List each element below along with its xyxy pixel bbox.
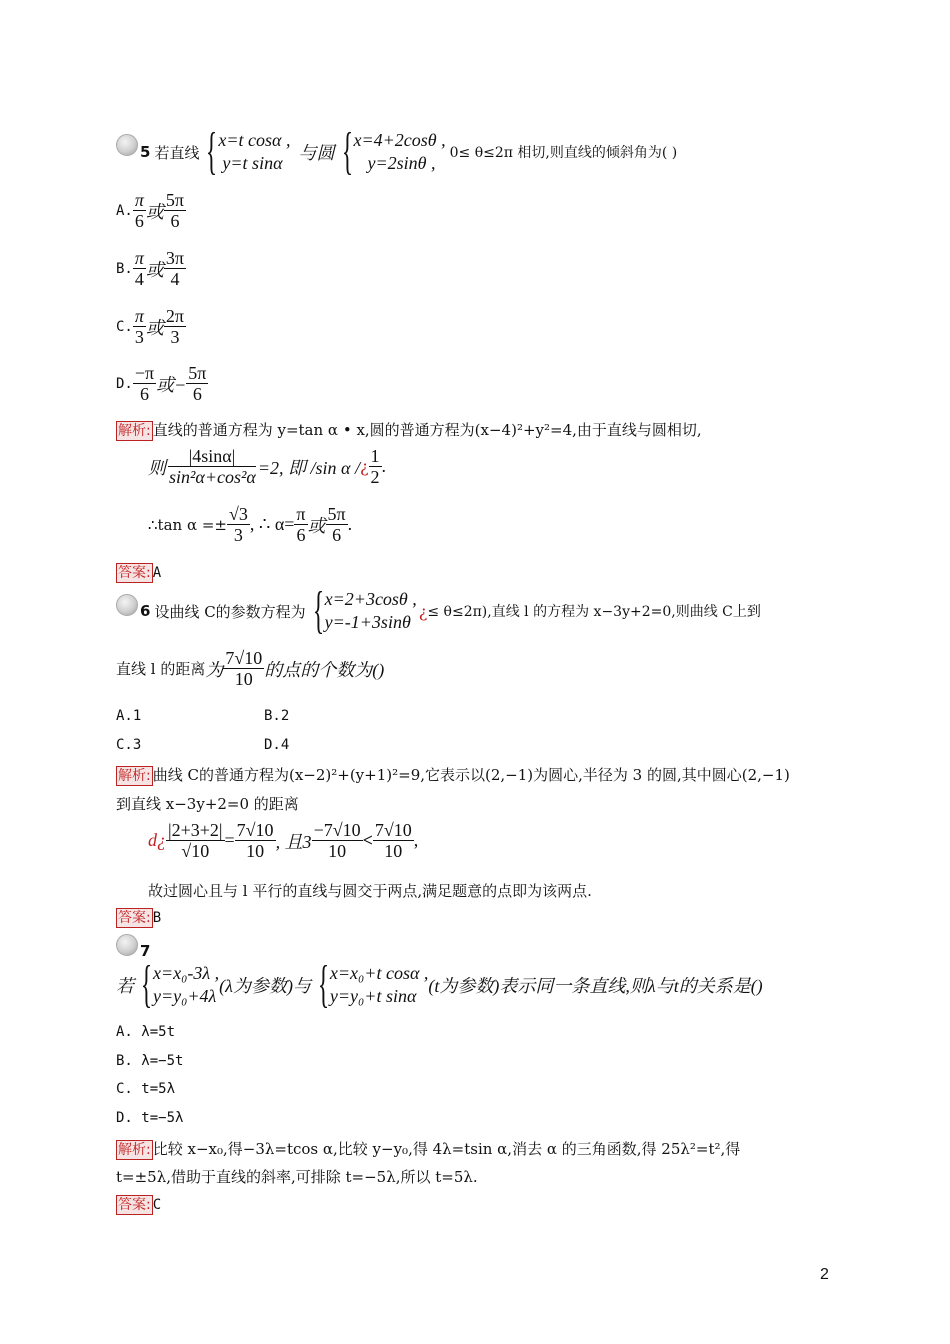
option-or: 或 xyxy=(145,259,164,280)
option-c: C. t=5λ xyxy=(116,1081,176,1097)
brace: { xyxy=(312,582,324,639)
answer-label: 答案: xyxy=(118,565,151,581)
fraction-numerator: |4sinα| xyxy=(188,446,236,466)
system-line: y=t sinα xyxy=(222,153,283,173)
fraction-denominator: 6 xyxy=(139,384,149,404)
fraction-denominator: 2 xyxy=(370,467,380,487)
option-c: C.3 xyxy=(116,737,142,753)
formula-text: 或 xyxy=(307,515,326,536)
question-number: 5 xyxy=(140,143,151,161)
fraction-numerator: π xyxy=(296,504,306,524)
analysis-label: 解析: xyxy=(118,423,151,439)
stem-text: 直线 l 的距离 xyxy=(116,660,206,678)
fraction-denominator: 4 xyxy=(134,269,144,289)
stem-text: 若直线 xyxy=(154,143,200,162)
fraction-numerator: 7√10 xyxy=(236,820,274,840)
formula-text: < xyxy=(362,830,373,850)
analysis-line: 到直线 x−3y+2=0 的距离 xyxy=(116,795,299,813)
fraction-denominator: 3 xyxy=(134,327,144,347)
fraction-numerator: π xyxy=(134,306,144,326)
fraction-numerator: 5π xyxy=(165,190,184,210)
option-d: D. t=−5λ xyxy=(116,1110,184,1126)
formula-text: = xyxy=(224,830,235,850)
answer-value: A xyxy=(152,565,162,581)
option-or: 或− xyxy=(156,374,187,395)
option-letter: A. xyxy=(116,202,133,219)
stem-text: 为 xyxy=(205,659,224,680)
analysis-line xyxy=(116,764,790,786)
stem-text: ≤ θ≤2π),直线 l 的方程为 x−3y+2=0,则曲线 C上到 xyxy=(427,604,761,620)
answer-label: 答案: xyxy=(118,1197,151,1213)
glyph: ¿ xyxy=(359,457,369,476)
question-7-stem xyxy=(116,958,763,1012)
glyph: ¿ xyxy=(418,601,428,621)
answer-line xyxy=(116,908,161,928)
formula-text: ∴tan α =± xyxy=(148,515,227,534)
option-b xyxy=(116,248,186,289)
fraction-numerator: π xyxy=(134,248,144,268)
option-or: 或 xyxy=(145,201,164,222)
fraction-numerator: 7√10 xyxy=(225,648,263,668)
formula-text: d¿ xyxy=(148,830,166,850)
formula-text: , xyxy=(413,830,419,850)
analysis-formula xyxy=(148,820,418,861)
option-c xyxy=(116,306,186,347)
answer-label: 答案: xyxy=(118,910,151,926)
formula-text: . xyxy=(381,456,387,476)
stem-text: 的点的个数为() xyxy=(264,659,385,680)
stem-text: 0≤ θ≤2π 相切,则直线的倾斜角为( ) xyxy=(449,145,678,161)
fraction-denominator: 6 xyxy=(192,384,202,404)
formula-text: 则 xyxy=(148,457,166,478)
page-number: 2 xyxy=(820,1266,829,1283)
brace: { xyxy=(317,956,330,1013)
fraction-denominator: 10 xyxy=(384,841,403,861)
fraction-denominator: 3 xyxy=(233,525,243,545)
option-d: D.4 xyxy=(264,737,290,753)
brace: { xyxy=(341,123,353,180)
formula-text: . xyxy=(347,514,353,534)
question-bullet-icon xyxy=(116,134,138,156)
stem-text: 若 xyxy=(116,976,134,996)
formula-text: , 且3 xyxy=(275,831,312,852)
question-5-stem xyxy=(140,124,677,180)
question-6-line2 xyxy=(116,648,384,689)
fraction-denominator: √10 xyxy=(181,841,210,861)
fraction-numerator: π xyxy=(134,190,144,210)
option-letter: B. xyxy=(116,260,133,277)
brace: { xyxy=(140,956,153,1013)
answer-value: C xyxy=(152,1197,162,1213)
fraction-numerator: 1 xyxy=(370,446,380,466)
question-number: 6 xyxy=(140,602,151,620)
fraction-numerator: |2+3+2| xyxy=(168,820,223,840)
analysis-label: 解析: xyxy=(118,1142,151,1158)
stem-text: 与 xyxy=(292,976,311,996)
answer-value: B xyxy=(152,910,162,926)
analysis-line xyxy=(116,419,702,441)
option-letter: D. xyxy=(116,375,133,392)
analysis-line xyxy=(116,1138,740,1160)
question-number: 7 xyxy=(140,942,151,960)
fraction-numerator: 3π xyxy=(165,248,184,268)
system-line: x=t cosα , xyxy=(218,130,291,150)
analysis-label: 解析: xyxy=(118,768,151,784)
fraction-numerator: 7√10 xyxy=(374,820,412,840)
system-line: x=2+3cosθ , xyxy=(324,589,417,609)
option-a: A. λ=5t xyxy=(116,1024,176,1040)
option-letter: C. xyxy=(116,318,133,335)
fraction-numerator: 5π xyxy=(327,504,346,524)
fraction-numerator: √3 xyxy=(228,504,248,524)
stem-text: (λ为参数) xyxy=(219,976,293,996)
brace: { xyxy=(206,123,218,180)
analysis-text: 比较 x−x₀,得−3λ=tcos α,比较 y−y₀,得 4λ=tsin α,消去 α 的三角函数,得 25λ²=t²,得 xyxy=(152,1140,741,1158)
answer-line xyxy=(116,1195,161,1215)
fraction-denominator: 10 xyxy=(234,669,253,689)
fraction-denominator: 6 xyxy=(170,211,180,231)
system-line: y=y₀+4λ xyxy=(152,986,217,1006)
system-line: y=-1+3sinθ xyxy=(324,612,411,632)
fraction-denominator: sin²α+cos²α xyxy=(169,467,256,487)
question-bullet-icon xyxy=(116,594,138,616)
option-b: B. λ=−5t xyxy=(116,1053,184,1069)
fraction-denominator: 4 xyxy=(170,269,180,289)
question-6-stem xyxy=(140,584,761,638)
fraction-numerator: −7√10 xyxy=(313,820,361,840)
fraction-denominator: 10 xyxy=(328,841,347,861)
fraction-denominator: 6 xyxy=(134,211,144,231)
system-line: y=y₀+t sinα xyxy=(329,986,417,1006)
fraction-numerator: 2π xyxy=(165,306,184,326)
system-line: x=4+2cosθ , xyxy=(353,130,446,150)
formula-text: , ∴ α= xyxy=(249,514,295,534)
option-d xyxy=(116,363,208,404)
formula-text: =2, 即 /sin α / xyxy=(257,457,360,478)
stem-text: 与圆 xyxy=(298,143,335,163)
fraction-numerator: 5π xyxy=(188,363,207,383)
analysis-line: 故过圆心且与 l 平行的直线与圆交于两点,满足题意的点即为该两点. xyxy=(148,882,592,900)
fraction-numerator: −π xyxy=(134,363,155,383)
option-or: 或 xyxy=(145,317,164,338)
option-a: A.1 xyxy=(116,708,142,724)
answer-line xyxy=(116,563,161,583)
analysis-text: 曲线 C的普通方程为(x−2)²+(y+1)²=9,它表示以(2,−1)为圆心,半径为 3 的圆,其中圆心(2,−1) xyxy=(152,766,790,784)
system-line: x=x₀-3λ , xyxy=(152,963,220,983)
analysis-formula xyxy=(148,446,386,487)
analysis-text: 直线的普通方程为 y=tan α • x,圆的普通方程为(x−4)²+y²=4,由于直线与圆相切, xyxy=(152,421,702,439)
fraction-denominator: 6 xyxy=(332,525,342,545)
fraction-denominator: 3 xyxy=(170,327,180,347)
option-a xyxy=(116,190,186,231)
analysis-line: t=±5λ,借助于直线的斜率,可排除 t=−5λ,所以 t=5λ. xyxy=(116,1168,478,1186)
fraction-denominator: 6 xyxy=(296,525,306,545)
stem-text: 设曲线 C的参数方程为 xyxy=(154,602,306,621)
system-line: x=x₀+t cosα , xyxy=(329,963,429,983)
fraction-denominator: 10 xyxy=(246,841,265,861)
stem-text: (t为参数)表示同一条直线,则λ与t的关系是() xyxy=(428,976,763,996)
system-line: y=2sinθ , xyxy=(367,153,436,173)
option-b: B.2 xyxy=(264,708,290,724)
question-bullet-icon xyxy=(116,934,138,956)
analysis-formula xyxy=(148,504,352,545)
